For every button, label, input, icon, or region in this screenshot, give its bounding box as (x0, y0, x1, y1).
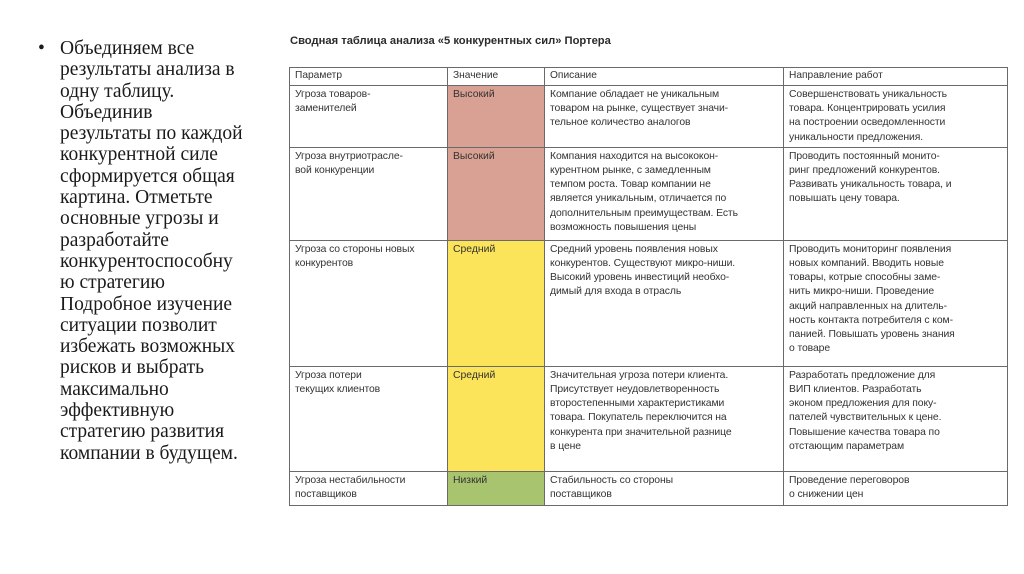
bullet-line: ю стратегию (60, 272, 165, 294)
description-cell-line: товара. Покупатель переключится на (550, 412, 727, 424)
direction-cell-line: отстающим параметрам (789, 440, 904, 452)
direction-cell-line: Развивать уникальность товара, и (789, 179, 952, 191)
bullet-line: избежать возможных (60, 336, 235, 358)
direction-cell-line: нить микро-ниши. Проведение (789, 286, 935, 298)
header-value: Значение (448, 68, 545, 86)
direction-cell-line: Разработать предложение для (789, 369, 936, 381)
table-header-row (290, 68, 1008, 86)
bullet-line: максимально (60, 378, 169, 400)
direction-cell-line: эконом предложения для поку- (789, 398, 937, 410)
parameter-cell-line: Угроза потери (295, 369, 362, 381)
direction-cell (784, 366, 1008, 471)
parameter-cell (290, 471, 448, 505)
description-cell-line: Присутствует неудовлетворенность (550, 384, 720, 396)
description-cell-line: конкурентов. Существуют микро-ниши. (550, 258, 736, 270)
parameter-cell (290, 147, 448, 240)
description-cell-line: Компания находится на высококон- (550, 150, 719, 162)
direction-cell-line: ринг предложений конкурентов. (789, 165, 940, 177)
parameter-cell (290, 86, 448, 148)
parameter-cell-line: Угроза со стороны новых (295, 243, 415, 255)
direction-cell-line: товары, котрые способны заме- (789, 272, 941, 284)
value-cell: Средний (448, 240, 545, 366)
description-cell (545, 366, 784, 471)
description-cell (545, 471, 784, 505)
bullet-line: результаты анализа в (60, 59, 235, 81)
parameter-cell-line: текущих клиентов (295, 384, 381, 396)
bullet-line: ситуации позволит (60, 314, 217, 336)
direction-cell-line: уникальности предложения. (789, 131, 924, 143)
direction-cell-line: ность контакта потребителя с ком- (789, 314, 953, 326)
description-cell-line: Компание обладает не уникальным (550, 89, 720, 100)
description-cell (545, 240, 784, 366)
table-row (290, 366, 1008, 471)
description-cell (545, 147, 784, 240)
direction-cell-line: Повышение качества товара по (789, 426, 940, 438)
description-cell-line: является уникальным, отличается по (550, 193, 727, 205)
porter-summary-table (289, 67, 1008, 506)
table-title: Сводная таблица анализа «5 конкурентных сил» Портера (290, 35, 611, 47)
bullet-text-block (38, 38, 273, 464)
header-direction: Направление работ (784, 68, 1008, 86)
parameter-cell-line: Угроза нестабильности (295, 474, 406, 486)
table-row (290, 471, 1008, 505)
bullet-line: стратегию развития (60, 421, 225, 443)
direction-cell-line: повышать цену товара. (789, 193, 900, 205)
direction-cell-line: о снижении цен (789, 489, 864, 501)
bullet-line: эффективную (60, 400, 175, 422)
bullet-line: результаты по каждой (60, 123, 243, 145)
description-cell-line: тельное количество аналогов (550, 117, 691, 129)
direction-cell (784, 240, 1008, 366)
direction-cell-line: Проведение переговоров (789, 474, 910, 486)
direction-cell-line: панией. Повышать уровень знания (789, 329, 955, 341)
direction-cell-line: новых компаний. Вводить новые (789, 258, 944, 270)
parameter-cell (290, 366, 448, 471)
bullet-line: Объединив (60, 101, 153, 123)
bullet-paragraph (60, 38, 273, 464)
description-cell-line: возможность повышения цены (550, 221, 697, 233)
table-row (290, 86, 1008, 148)
parameter-cell-line: Угроза внутриотрасле- (295, 150, 403, 162)
header-description: Описание (545, 68, 784, 86)
direction-cell (784, 147, 1008, 240)
bullet-line: одну таблицу. (60, 80, 175, 102)
bullet-line: конкурентоспособну (60, 250, 233, 272)
direction-cell (784, 86, 1008, 148)
direction-cell-line: Совершенствовать уникальность (789, 89, 947, 100)
description-cell (545, 86, 784, 148)
bullet-line: сформируется общая (60, 165, 235, 187)
description-cell-line: Значительная угроза потери клиента. (550, 369, 729, 381)
description-cell-line: Высокий уровень инвестиций необхо- (550, 272, 730, 284)
direction-cell-line: Проводить мониторинг появления (789, 243, 952, 255)
direction-cell-line: ВИП клиентов. Разработать (789, 384, 922, 396)
table-row (290, 147, 1008, 240)
description-cell-line: конкурента при значительной разнице (550, 426, 732, 438)
table-row (290, 240, 1008, 366)
description-cell-line: темпом роста. Товар компании не (550, 179, 711, 191)
value-cell: Средний (448, 366, 545, 471)
description-cell-line: димый для входа в отрасль (550, 286, 682, 298)
bullet-line: компании в будущем. (60, 442, 238, 464)
direction-cell-line: пателей чувствительных к цене. (789, 412, 942, 424)
bullet-line: рисков и выбрать (60, 357, 205, 379)
parameter-cell-line: вой конкуренции (295, 165, 375, 177)
description-cell-line: в цене (550, 440, 581, 452)
description-cell-line: второстепенными характеристиками (550, 398, 725, 410)
description-cell-line: дополнительным преимуществам. Есть (550, 207, 738, 219)
description-cell-line: Средний уровень появления новых (550, 243, 718, 255)
parameter-cell-line: Угроза товаров- (295, 89, 371, 100)
value-cell: Низкий (448, 471, 545, 505)
bullet-line: картина. Отметьте (60, 187, 213, 209)
value-cell: Высокий (448, 147, 545, 240)
bullet-line: конкурентной силе (60, 144, 218, 166)
parameter-cell-line: конкурентов (295, 258, 354, 270)
direction-cell (784, 471, 1008, 505)
description-cell-line: поставщиков (550, 489, 612, 501)
parameter-cell (290, 240, 448, 366)
bullet-line: Объединяем все (60, 38, 195, 59)
header-parameter: Параметр (290, 68, 448, 86)
direction-cell-line: на построении осведомленности (789, 117, 946, 129)
description-cell-line: товаром на рынке, существует значи- (550, 103, 729, 115)
description-cell-line: Стабильность со стороны (550, 474, 673, 486)
direction-cell-line: товара. Концентрировать усилия (789, 103, 946, 115)
direction-cell-line: Проводить постоянный монито- (789, 150, 940, 162)
parameter-cell-line: заменителей (295, 103, 357, 115)
parameter-cell-line: поставщиков (295, 489, 357, 501)
direction-cell-line: акций направленных на длитель- (789, 300, 947, 312)
bullet-dot: • (38, 38, 45, 59)
value-cell: Высокий (448, 86, 545, 148)
direction-cell-line: о товаре (789, 343, 831, 355)
bullet-line: основные угрозы и (60, 208, 219, 230)
bullet-line: разработайте (60, 229, 169, 251)
bullet-line: Подробное изучение (60, 293, 233, 315)
description-cell-line: курентном рынке, с замедленным (550, 165, 711, 177)
